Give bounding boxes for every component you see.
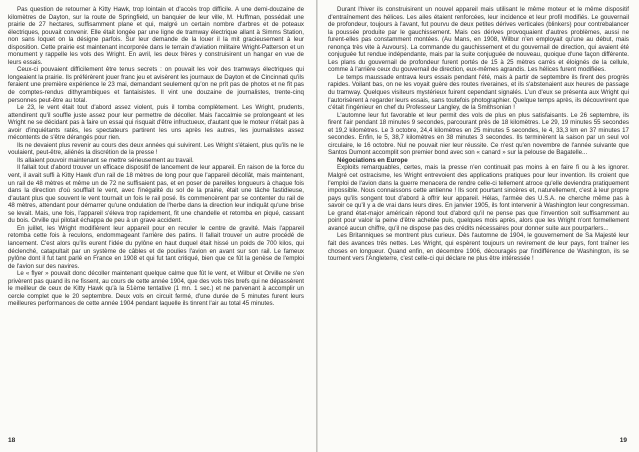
page-number: 19 [619,437,627,444]
paragraph: Ils allaient pouvoir maintenant se mettre sérieusement au travail. [17,156,194,164]
page-number: 18 [8,437,16,444]
paragraph: L'automne leur fut favorable et leur permit des vols de plus en plus satisfaisants. Le 26 septembre, ils firent l'air pendant 18 minutes 9 secondes, parcourant près de 18 kilomètres. Le 29, 19 minutes 55 secondes et 19,2 kilomètres. Le 3 octobre, 24,4 kilomètres en 25 minutes 5 secondes, le 4, 33,3 km en 37 minutes 17 secondes. Enfin, le 5, 38,7 kilomètres en 38 minutes 3 secondes. Ils terminèrent la saison par un seul vol circulaire, le 16 octobre. Nul ne pouvait nier leur réussite. Ce n'est qu'en novembre de l'année suivante que Santos Dumont accomplit son premier bond avec son « canard » sur la pelouse de Bagatelle... [328,111,629,157]
right-page [316,0,639,452]
right-page-text [328,6,629,263]
paragraph: Pas question de retourner à Kitty Hawk, trop lointain et d'accès trop difficile. A une demi-douzaine de kilomètres de Dayton, sur la route de Springfield, un banquier de leur ville, M. Huffman, possédait une prairie de 27 hectares, suffisamment plane et qui, malgré un certain nombre d'arbres et de poteaux électriques, pouvait convenir. Elle était longée par une ligne de tramway électrique allant à Simms Station, non sans loquet on la désigne parfois. Sur leur demande de la louer il la mit gracieusement à leur disposition. Cette prairie est maintenant incorporée dans le terrain d'aviation militaire Wright-Patterson et un monument y rappelle les vols des Wright. En avril, les deux frères y construisirent un hangar en vue de leurs essais. [8,6,304,66]
left-page-text [8,6,304,308]
book-gutter [316,0,318,452]
paragraph: En juillet, les Wright modifièrent leur appareil pour en reculer le centre de gravité. Mais l'appareil retomba cette fois à reculons, endommageant l'arrière des patins. Il fallait trouver un autre procédé de lancement. C'est alors qu'ils eurent l'idée du pylône en haut duquel était hissé un poids de 700 kilos, qui déclenché, catapultait par un système de câbles et de poulies l'avion en avant sur son rail. Le fameux pylône dont il fut tant parlé en France en 1908 et qui fut tant critiqué, bien que ce fût la genèse de l'emploi de l'avion sur des navires. [8,224,304,270]
left-page [0,0,316,452]
paragraph: Le « flyer » pouvait donc décoller maintenant quelque calme que fût le vent, et Wilbur et Orville ne s'en privèrent pas quand ils ne fissent, au cours de cette année 1904, que des vols très brefs qui ne dépassèrent le meilleur de ceux de Kitty Hawk qu'à la 51ème tentative (1 mn. 1 sec.) et ne parvenant à accomplir un cercle complet que le 20 septembre. Deux vols en circuit fermé, d'une durée de 5 minutes furent leurs meilleures performances de cette année 1904 pendant laquelle ils tinrent l'air au total 45 minutes. [8,270,304,308]
paragraph: Il fallait tout d'abord trouver un efficace dispositif de lancement de leur appareil. En raison de la force du vent, il avait suffi à Kitty Hawk d'un rail de 18 mètres de long pour que l'appareil décollât, mais maintenant, un rail de 48 mètres et même un de 72 ne suffisaient pas, et en poser de pareilles longueurs à chaque fois dans la direction d'où soufflait le vent, avec l'inégalité du sol de la prairie, était une tâche fastidieuse, d'autant plus que souvent le vent tournait un fois le rail posé. Ils commencèrent par se contenter du rail de 48 mètres, attendant pour démarrer qu'une ondulation de l'herbe dans la direction leur indiquât qu'une brise se levait. Mais, une fois, l'appareil s'éleva trop rapidement, fit une chandelle et retomba en piqué, cassant du bois. Orville qui pilotait échappa de peu à un grave accident. [8,164,304,225]
paragraph: Durant l'hiver ils construisirent un nouvel appareil mais utilisant le même moteur et le même dispositif d'entraînement des hélices. Les ailes étaient renforcées, leur incidence et leur profil modifiés. Le gouvernail de profondeur, toujours à l'avant, fut pourvu de deux petites dérives verticales (blinkers) pour contrebalancer la poussée produite par le gauchissement. Mais ces dérives provoquaient d'autres problèmes, aussi ne furent-elles pas constamment montées. (Au Mans, en 1908, Wilbur n'en employait qu'une au début, mais renonça très vite à Auvours). La commande du gauchissement et du gouvernail de direction, qui avaient été conjuguée fut rendue indépendante, mais par la suite conjuguée de nouveau, quoique d'une façon différente. Les plans du gouvernail de profondeur furent portés de 15 à 25 mètres carrés et éloignés de la cellule, comme à l'arrière ceux du gouvernail de direction, eux-mêmes agrandis. Les hélices furent modifiées. [328,6,629,74]
paragraph: Le 23, le vent était tout d'abord assez violent, puis il tomba complètement. Les Wright, prudents, attendirent qu'il souffle juste assez pour leur permettre de décoller. Mais l'accalmie se prolongeant et les Wright ne se décidant pas à faire un essai qui risquait d'être infructueux, d'autant que le moteur n'était pas à avoir d'inquiétants ratés, les spectateurs partirent les uns après les autres, les journalistes assez mécontents de s'être dérangés pour rien. [8,104,304,142]
paragraph: Ceux-ci pouvaient difficilement être tenus secrets : on pouvait les voir des tramways électriques qui longeaient la prairie. Ils préférèrent jouer franc jeu et avisèrent les journaux de Dayton et de Cincinnati qu'ils feraient une première expérience le 23 mai, demandant seulement qu'on ne prît pas de photos et ne fît pas de comptes-rendus dithyrambiques et fantaisistes. Il vint une douzaine de journalistes, trente-cinq personnes peut-être au total. [8,66,304,104]
paragraph: Ils ne devaient plus revenir au cours des deux années qui suivirent. Les Wright s'étaient, plus qu'ils ne le voulaient, peut-être, aliénés la discrétion de la presse ! [8,141,304,157]
paragraph: Les Britanniques se montrent plus curieux. Dès l'automne de 1904, le gouvernement de Sa Majesté leur fait des avances très nettes. Les Wright, qui espèrent toujours un revirement de leur pays, font traîner les choses en longueur. Quand enfin, en décembre 1906, découragés par l'indifférence de Washington, ils se tournent vers l'Angleterre, c'est celle-ci qui déclare ne plus être intéressée ! [328,232,629,263]
section-heading: Négociations en Europe [337,156,408,164]
paragraph: Le temps maussade entrava leurs essais pendant l'été, mais à partir de septembre ils firent des progrès rapides. Voilant bas, on ne les voyait guère des routes riveraines, et ils s'abstenaient aux heures de passage du tramway. Quelques visiteurs mystérieux fuirent cependant signalés. L'un d'eux se présenta aux Wright qui l'autorisèrent à regarder leurs essais, sans toutefois photographier. Quelque temps après, ils découvrirent que c'était l'ingénieur en chef du Professeur Langley, de la Smithsonian ! [328,73,629,112]
paragraph: Exploits remarquables, certes, mais la presse n'en continuait pas moins à en faire fi ou à les ignorer. Malgré cet ostracisme, les Wright entrevoient des applications pratiques pour leur invention. Ils croient que l'emploi de l'avion dans la guerre menacera de rendre celle-ci tellement atroce qu'elle deviendra pratiquement impossible. Nous connaissons cette antienne ! Ils sont pourtant sincères et, naturellement, c'est à leur propre pays qu'ils songent tout d'abord à offrir leur appareil. Hélas, l'armée des U.S.A. ne cherche même pas à savoir ce qu'il y a de vrai dans leurs dires. En janvier 1905, ils font intervenir à Washington leur congressman. Le grand état-major américain répond tout d'abord qu'il ne pense pas que l'invention soit suffisamment au point pour valoir la peine d'être achetée puis, quelques mois après, alors que les Wright n'ont formellement avancé aucun chiffre, qu'il ne dispose pas des crédits nécessaires pour donner suite aux pourparlers... [328,164,629,232]
